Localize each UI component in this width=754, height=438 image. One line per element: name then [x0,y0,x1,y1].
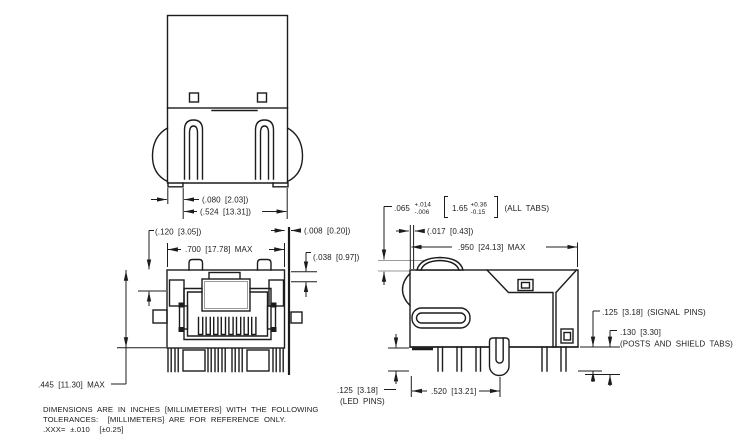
front-view-plug-guide [202,279,250,311]
tol-mm-label: 1.65 [452,204,468,213]
dim-body-width-label: (.524 [13.31]) [200,207,251,217]
side-view-left-bulge [403,274,411,306]
tol-suffix-label: (ALL TABS) [504,204,550,213]
tol-inch-plus-label: +.014 [414,201,431,209]
dim-led-pins-note-label: (LED PINS) [340,397,385,406]
tol-inch-minus-label: -.006 [414,209,430,216]
dim-tab-setback-label: (.017 [0.43]) [427,227,474,236]
top-view-right-bulge [288,128,303,182]
front-view-left-shield-finger [170,280,185,306]
front-view-contact-comb [199,318,256,335]
side-view-shield-tab-inner [564,333,571,341]
tol-inch-label: .065 [394,204,410,213]
dim-foot-width-label: (.080 [2.03]) [202,195,249,205]
top-view-left-hole [190,93,199,102]
front-view-right-ear-tab [291,312,302,323]
top-view [151,16,303,220]
side-view [337,197,733,407]
top-view-right-hole [258,93,267,102]
side-view-latch-spring-inner [417,313,466,323]
dim-led-pins-label: .125 [3.18] [337,386,378,395]
front-view-left-ear-tab [153,310,167,323]
dim-length-max-label: .950 [24.13] MAX [458,243,526,252]
dim-post-position-label: .520 [13.21] [431,387,477,396]
dim-tab-offset-label: (.120 [3.05]) [155,227,202,237]
dim-width-max-label: .700 [17.78] MAX [185,245,253,254]
top-view-body-outline [168,16,288,109]
side-view-chamfer-hole-outer [518,280,533,291]
dim-flange-gap-label: (.008 [0.20]) [304,226,351,236]
top-view-lower-body [168,108,288,183]
dim-tab-thickness-label: (.038 [0.97]) [313,253,360,262]
side-view-chamfer [487,270,577,347]
side-view-latch-spring-outer [412,308,470,328]
tol-mm-plus-label: +0.36 [470,201,487,209]
side-view-post-outer [490,338,510,376]
tol-mm-minus-label: -0.15 [470,209,486,216]
notes-line-1: DIMENSIONS ARE IN INCHES [MILLIMETERS] WITH THE FOLLOWING [43,405,319,414]
front-view-top-tabs [189,260,271,271]
top-view-left-bulge [152,128,167,182]
notes-line-3: .XXX= ±.010 [±0.25] [43,425,124,434]
notes-block [43,405,319,434]
bracket-open [445,197,449,218]
front-view-left-led-housing [183,350,205,371]
side-view-chamfer-hole-inner [522,283,530,289]
front-view-right-led-housing [247,350,269,371]
notes-line-2: TOLERANCES: [MILLIMETERS] ARE FOR REFERENCE ONLY. [43,415,286,424]
front-view [38,227,360,390]
dim-height-max-label: .445 [11.30] MAX [38,380,105,390]
top-view-latch-springs [185,120,274,179]
dim-signal-pins-label: .125 [3.18] (SIGNAL PINS) [602,308,706,317]
side-view-tolerance-label [394,202,549,217]
dim-posts-label: .130 [3.30] [620,328,661,337]
side-view-top-bump-outer [417,258,463,271]
dim-posts-note-label: (POSTS AND SHIELD TABS) [620,339,733,349]
side-view-shield-tab-outer [561,329,573,343]
bracket-close [494,197,498,218]
